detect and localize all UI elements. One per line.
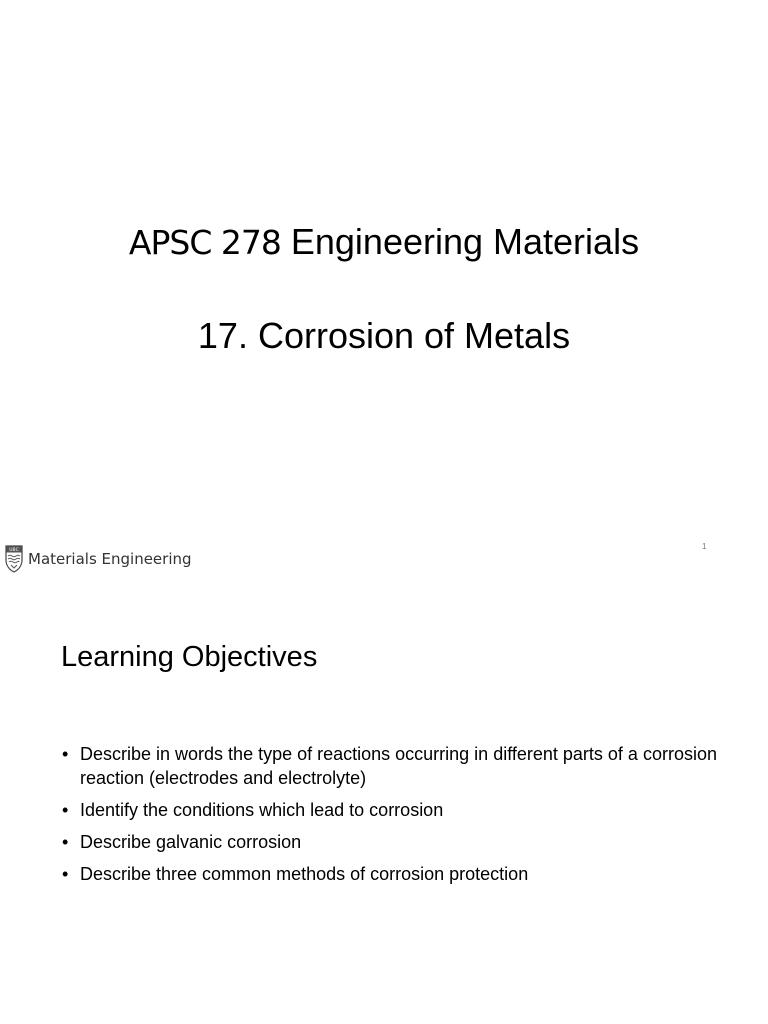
department-name: Materials Engineering [28,550,192,568]
ubc-crest-icon [5,545,23,573]
objective-text: Identify the conditions which lead to corrosion [80,800,444,820]
course-title [0,218,768,267]
course-code: APSC 278 [128,223,281,262]
lecture-title: 17. Corrosion of Metals [197,315,571,356]
bullet: • [62,864,69,884]
objective-item [62,742,722,790]
department-footer [5,544,192,574]
objective-text: Describe three common methods of corrosion protection [80,864,529,884]
bullet: • [62,800,69,820]
objective-text: Describe in words the type of reactions occurring in different parts of a corrosion reaction (electrodes and electrolyte) [80,744,717,788]
svg-text:UBC: UBC [9,548,19,554]
bullet: • [62,744,69,764]
objectives-list [62,742,722,894]
objectives-heading: Learning Objectives [61,641,318,673]
course-name: Engineering Materials [280,221,640,262]
objective-text: Describe galvanic corrosion [80,832,302,852]
objectives-slide [0,576,768,1024]
objective-item [62,862,722,886]
objective-item [62,798,722,822]
slide-number: 1 [702,542,707,551]
bullet: • [62,832,69,852]
objective-item [62,830,722,854]
